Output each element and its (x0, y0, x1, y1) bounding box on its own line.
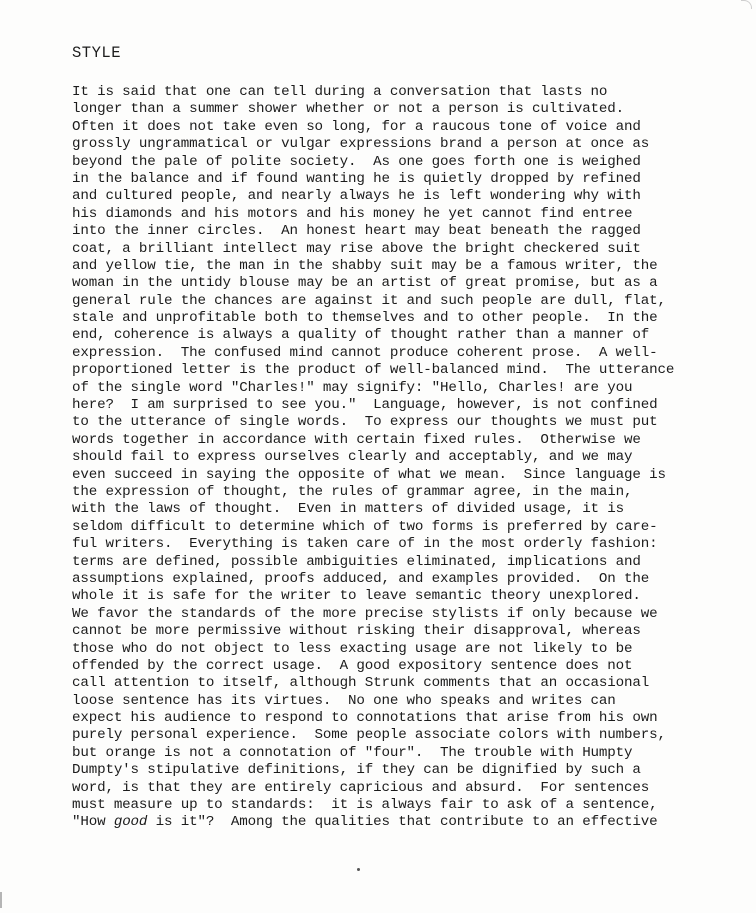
text-line: cannot be more permissive without risking their disapproval, whereas (72, 623, 641, 640)
text-line: word, is that they are entirely capricious and absurd. For sentences (72, 779, 650, 796)
text-line: assumptions explained, proofs adduced, and examples provided. On the (72, 570, 650, 587)
text-line: proportioned letter is the product of well-balanced mind. The utterance (72, 362, 675, 379)
text-line: whole it is safe for the writer to leave semantic theory unexplored. (72, 588, 641, 605)
text-line: stale and unprofitable both to themselves and to other people. In the (72, 310, 658, 327)
text-line: beyond the pale of polite society. As one goes forth one is weighed (72, 153, 641, 170)
page-corner-mark (741, 0, 752, 9)
text-line: to the utterance of single words. To express our thoughts we must put (72, 414, 658, 431)
text-line: and yellow tie, the man in the shabby suit may be a famous writer, the (72, 257, 658, 274)
text-line: and cultured people, and nearly always he is left wondering why with (72, 188, 641, 205)
text-line: Often it does not take even so long, for a raucous tone of voice and (72, 118, 641, 135)
text-line: must measure up to standards: it is always fair to ask of a sentence, (72, 797, 658, 814)
text-line: words together in accordance with certain fixed rules. Otherwise we (72, 431, 641, 448)
text-segment: "How (72, 814, 114, 831)
text-line: Dumpty's stipulative definitions, if they can be dignified by such a (72, 762, 641, 779)
text-line: coat, a brilliant intellect may rise above the bright checkered suit (72, 240, 641, 257)
text-line: grossly ungrammatical or vulgar expressions brand a person at once as (72, 136, 650, 153)
text-line: with the laws of thought. Even in matters of divided usage, it is (72, 501, 625, 518)
text-line: but orange is not a connotation of "four". The trouble with Humpty (72, 744, 633, 761)
text-line: here? I am surprised to see you." Language, however, is not confined (72, 397, 658, 414)
text-line: those who do not object to less exacting usage are not likely to be (72, 640, 633, 657)
text-line: We favor the standards of the more precise stylists if only because we (72, 605, 658, 622)
text-line: ful writers. Everything is taken care of in the most orderly fashion: (72, 536, 658, 553)
text-line: end, coherence is always a quality of thought rather than a manner of (72, 327, 650, 344)
body-paragraph (72, 84, 752, 832)
text-line: seldom difficult to determine which of two forms is preferred by care- (72, 518, 658, 535)
text-line: in the balance and if found wanting he is quietly dropped by refined (72, 170, 641, 187)
text-line: purely personal experience. Some people associate colors with numbers, (72, 727, 666, 744)
text-line: terms are defined, possible ambiguities eliminated, implications and (72, 553, 641, 570)
text-line: expect his audience to respond to connotations that arise from his own (72, 710, 658, 727)
text-line: into the inner circles. An honest heart may beat beneath the ragged (72, 223, 641, 240)
ink-speck (357, 868, 360, 871)
text-line-last (72, 814, 752, 831)
text-line: woman in the untidy blouse may be an artist of great promise, but as a (72, 275, 658, 292)
text-line: offended by the correct usage. A good expository sentence does not (72, 657, 633, 674)
text-line: call attention to itself, although Strunk comments that an occasional (72, 675, 650, 692)
italic-word: good (113, 814, 148, 831)
text-line: of the single word "Charles!" may signify: "Hello, Charles! are you (72, 379, 633, 396)
page-edge-mark (0, 892, 5, 908)
text-line: It is said that one can tell during a conversation that lasts no (72, 84, 608, 100)
text-line: loose sentence has its virtues. No one who speaks and writes can (72, 692, 616, 709)
text-segment: is it"? Among the qualities that contribute to an effective (147, 814, 658, 831)
text-line: general rule the chances are against it and such people are dull, flat, (72, 292, 666, 309)
text-line: the expression of thought, the rules of grammar agree, in the main, (72, 483, 633, 500)
text-line: should fail to express ourselves clearly and acceptably, and we may (72, 449, 633, 466)
text-line: even succeed in saying the opposite of what we mean. Since language is (72, 466, 666, 483)
text-line: expression. The confused mind cannot produce coherent prose. A well- (72, 344, 658, 361)
page-title: STYLE (72, 44, 122, 62)
text-line: longer than a summer shower whether or not a person is cultivated. (72, 101, 625, 118)
text-line: his diamonds and his motors and his money he yet cannot find entree (72, 205, 633, 222)
